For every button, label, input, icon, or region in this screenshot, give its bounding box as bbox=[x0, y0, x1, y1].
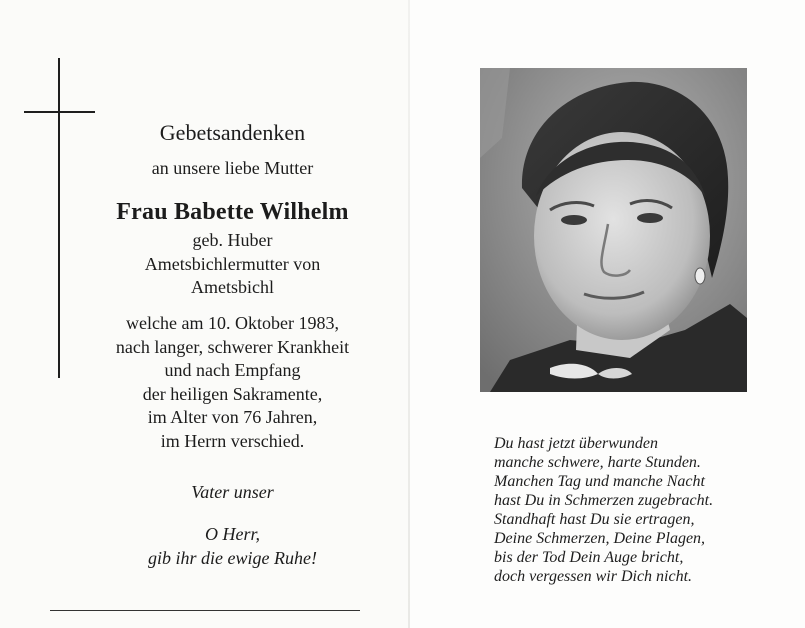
obituary-line: nach langer, schwerer Krankheit bbox=[115, 336, 350, 357]
obituary-line: und nach Empfang bbox=[164, 360, 301, 380]
verse-line: manche schwere, harte Stunden. bbox=[494, 454, 701, 471]
prayer-title: Vater unser bbox=[191, 482, 274, 502]
verse-line: hast Du in Schmerzen zugebracht. bbox=[494, 492, 714, 509]
portrait-photo bbox=[480, 68, 747, 392]
obituary-line: im Alter von 76 Jahren, bbox=[147, 407, 318, 427]
prayer-line: gib ihr die ewige Ruhe! bbox=[148, 548, 317, 568]
obituary-line: der heiligen Sakramente, bbox=[142, 383, 323, 404]
prayer-line: O Herr, bbox=[204, 524, 260, 544]
title-line-1: Ametsbichlermutter von bbox=[144, 254, 321, 274]
deceased-name: Frau Babette Wilhelm bbox=[116, 199, 349, 225]
verse-line: doch vergessen wir Dich nicht. bbox=[494, 568, 693, 585]
birth-name: geb. Huber bbox=[192, 230, 273, 250]
title-line-2: Ametsbichl bbox=[191, 277, 274, 297]
verse-line: Manchen Tag und manche Nacht bbox=[494, 473, 705, 490]
memorial-verse bbox=[494, 434, 713, 586]
obituary-text bbox=[60, 312, 405, 453]
prayer bbox=[60, 522, 405, 570]
card-heading: Gebetsandenken bbox=[159, 120, 306, 145]
verse-line: Deine Schmerzen, Deine Plagen, bbox=[494, 530, 706, 547]
verse-line: Du hast jetzt überwunden bbox=[494, 435, 658, 452]
verse-line: bis der Tod Dein Auge bricht, bbox=[494, 549, 684, 566]
cross-icon-crossbar bbox=[24, 111, 95, 113]
verse-line: Standhaft hast Du sie ertragen, bbox=[494, 511, 695, 528]
obituary-line: im Herrn verschied. bbox=[160, 430, 305, 451]
obituary-line: welche am 10. Oktober 1983, bbox=[126, 313, 339, 333]
card-subheading: an unsere liebe Mutter bbox=[151, 158, 314, 178]
printer-imprint bbox=[60, 620, 350, 628]
divider bbox=[50, 610, 360, 611]
